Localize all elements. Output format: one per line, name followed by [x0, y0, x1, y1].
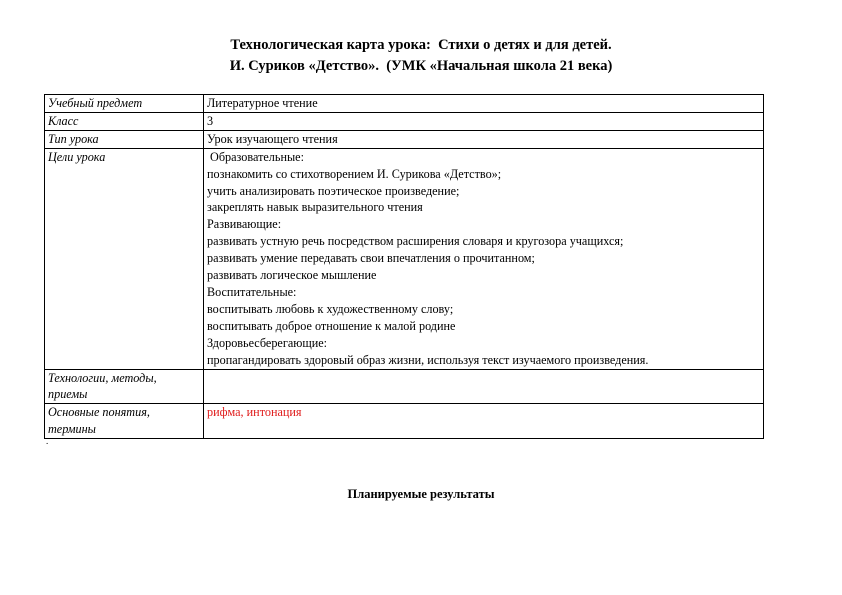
goals-line: развивать устную речь посредством расширения словаря и кругозора учащихся;: [207, 234, 624, 249]
concepts-label: [45, 404, 204, 439]
goals-line: учить анализировать поэтическое произведение;: [207, 183, 460, 198]
lesson-type-label: Тип урока: [45, 130, 204, 148]
goals-line: Воспитательные:: [207, 284, 297, 299]
goals-value: [204, 148, 764, 369]
concepts-label-line-1: Основные понятия,: [48, 405, 150, 420]
goals-line: Развивающие:: [207, 217, 282, 232]
results-heading: Планируемые результаты: [347, 487, 495, 501]
goals-line: закреплять навык выразительного чтения: [207, 200, 423, 215]
technologies-label-line-2: приемы: [48, 387, 88, 402]
technologies-label-line-1: Технологии, методы,: [48, 370, 157, 385]
concepts-label-line-2: термины: [48, 422, 96, 437]
goals-line: пропагандировать здоровый образ жизни, используя текст изучаемого произведения.: [207, 352, 649, 367]
lesson-type-value: Урок изучающего чтения: [204, 130, 764, 148]
table-row-grade: [45, 112, 764, 130]
title-line-1: Технологическая карта урока: Стихи о детях и для детей.: [230, 37, 612, 53]
grade-label: Класс: [45, 112, 204, 130]
subject-value: Литературное чтение: [204, 95, 764, 113]
goals-line: развивать умение передавать свои впечатления о прочитанном;: [207, 251, 535, 266]
document-title: [0, 35, 842, 77]
table-row-goals: [45, 148, 764, 369]
lesson-map-table: [44, 94, 764, 439]
goals-line: воспитывать доброе отношение к малой родине: [207, 318, 456, 333]
dot-mark: .: [46, 436, 49, 446]
goals-line: познакомить со стихотворением И. Сурикова «Детство»;: [207, 166, 502, 181]
technologies-label: [45, 369, 204, 404]
table-row-concepts: [45, 404, 764, 439]
table-row-subject: [45, 95, 764, 113]
technologies-value: [204, 369, 764, 404]
concepts-value: рифма, интонация: [204, 404, 764, 439]
goals-line: воспитывать любовь к художественному слову;: [207, 301, 454, 316]
grade-value: 3: [204, 112, 764, 130]
goals-line: Здоровьесберегающие:: [207, 335, 328, 350]
goals-line: развивать логическое мышление: [207, 268, 377, 283]
table-row-lesson-type: [45, 130, 764, 148]
table-row-technologies: [45, 369, 764, 404]
goals-label: Цели урока: [45, 148, 204, 369]
subject-label: Учебный предмет: [45, 95, 204, 113]
goals-line: Образовательные:: [207, 149, 304, 164]
title-line-2: И. Суриков «Детство». (УМК «Начальная школа 21 века): [229, 58, 613, 74]
